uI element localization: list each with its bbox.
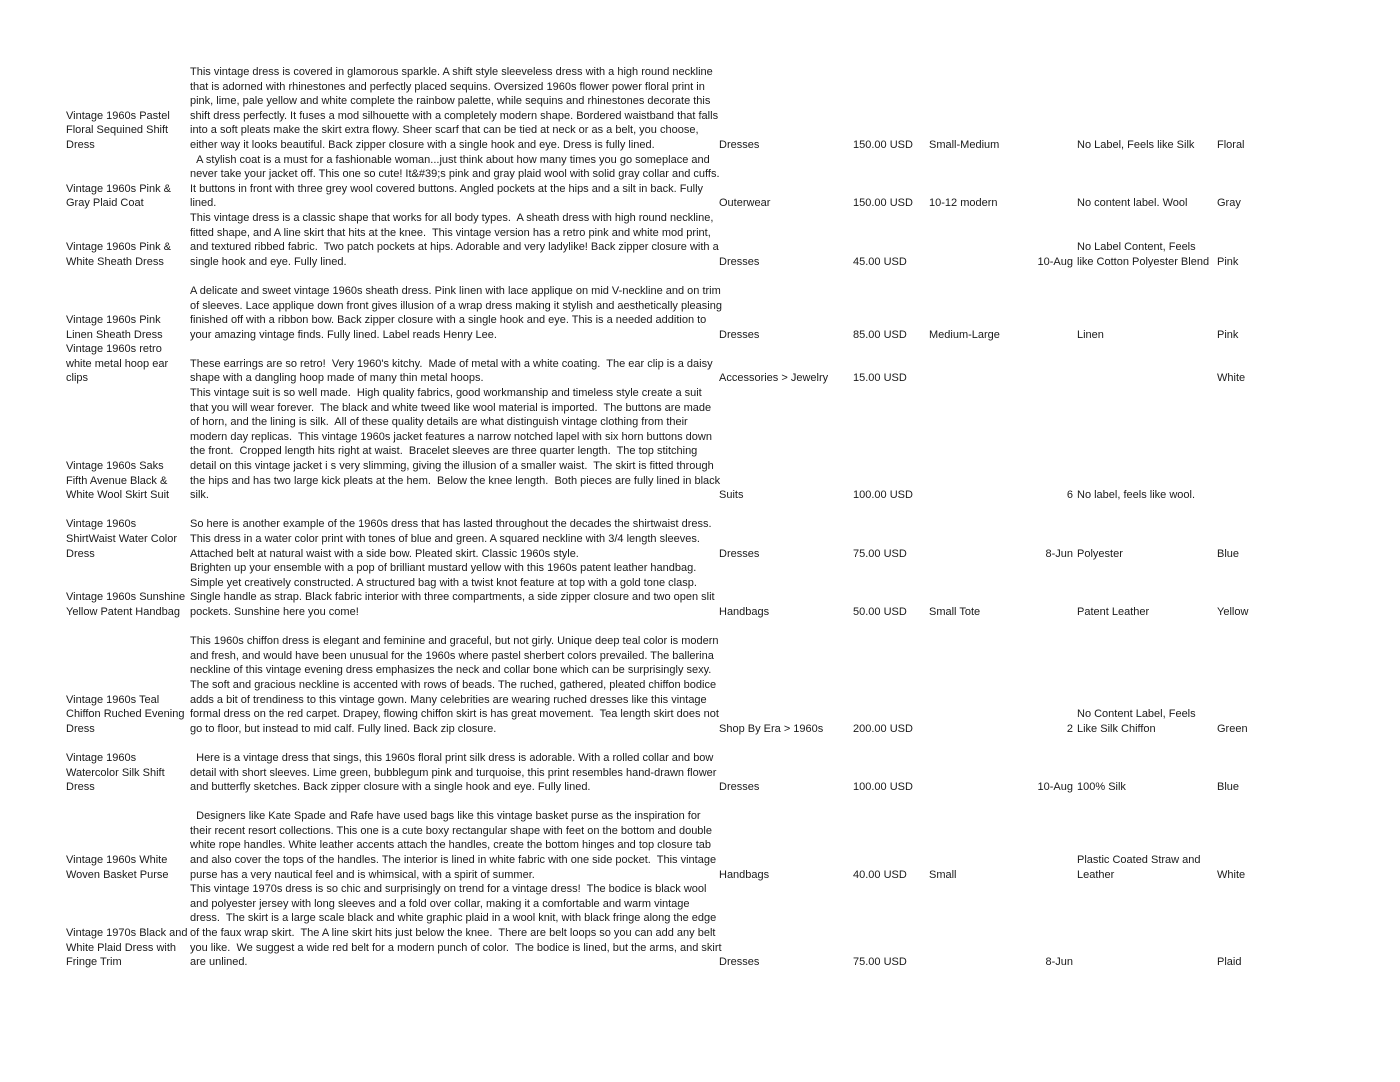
measure-cell: 8-Jun — [1045, 956, 1073, 969]
measure-cell: 8-Jun — [1045, 547, 1073, 560]
color-cell: Gray — [1217, 197, 1241, 210]
price-cell: 200.00 USD — [853, 722, 913, 735]
category-cell: Accessories > Jewelry — [719, 372, 829, 385]
color-cell: Blue — [1217, 781, 1240, 794]
title-cell: Vintage 1970s Black and White Plaid Dress with Fringe Trim — [66, 927, 191, 969]
description-cell: This 1960s chiffon dress is elegant and feminine and graceful, but not girly. Unique deep teal color is modern and fresh, and would have been unusual for the 1960s where pastel sherbert colors prevailed. The ballerina neckline of this vintage evening dress emphasizes the neck and collar bone which can be surprisingly sexy. The soft and gracious neckline is accented with rows of beads. The ruched, gathered, pleated chiffon bodice adds a bit of trendiness to this vintage gown. Many celebrities are wearing ruched dresses like this vintage formal dress on the red carpet. Drapey, flowing chiffon skirt is has great movement. Tea length skirt does not go to floor, but instead to mid calf. Fully lined. Back zip closure. — [190, 635, 719, 735]
category-cell: Outerwear — [719, 197, 771, 210]
measure-cell: 10-Aug — [1037, 255, 1073, 268]
description-cell: A stylish coat is a must for a fashionable woman...just think about how many times you go someplace and never take your jacket off. This one so cute! It&#39;s pink and gray plaid wool with solid gray collar and cuffs. It buttons in front with three grey wool covered buttons. Angled pockets at the hips and a silt in back. Fully lined. — [190, 153, 723, 210]
price-cell: 40.00 USD — [853, 868, 907, 881]
category-cell: Handbags — [719, 605, 770, 618]
table-row — [0, 386, 1400, 503]
price-cell: 45.00 USD — [853, 255, 907, 268]
color-cell: Green — [1217, 722, 1248, 735]
material-cell: Polyester — [1077, 547, 1123, 560]
description-cell: This vintage dress is a classic shape that works for all body types. A sheath dress with high round neckline, fitted shape, and A line skirt that hits at the knee. This vintage version has a retro pink and white mod print, and textured ribbed fabric. Two patch pockets at hips. Adorable and very ladylike! Back zipper closure with a single hook and eye. Fully lined. — [190, 211, 722, 268]
price-cell: 150.00 USD — [853, 138, 913, 151]
table-row — [0, 342, 1400, 386]
table-row — [0, 503, 1400, 561]
price-cell: 50.00 USD — [853, 605, 907, 618]
category-cell: Dresses — [719, 138, 760, 151]
title-cell: Vintage 1960s Saks Fifth Avenue Black & White Wool Skirt Suit — [66, 460, 171, 502]
title-cell: Vintage 1960s Watercolor Silk Shift Dress — [66, 751, 168, 794]
description-cell: Brighten up your ensemble with a pop of brilliant mustard yellow with this 1960s patent leather handbag. Simple yet creatively constructed. A structured bag with a twist knot feature at top with a gold tone clasp. Single handle as strap. Black fabric interior with three compartments, a side zipper closure and two open slit pockets. Sunshine here you come! — [190, 562, 718, 618]
category-cell: Dresses — [719, 328, 760, 341]
title-cell: Vintage 1960s White Woven Basket Purse — [66, 854, 171, 881]
table-row — [0, 153, 1400, 211]
material-cell: No content label. Wool — [1077, 197, 1188, 210]
measure-cell: 2 — [1066, 722, 1073, 735]
description-cell: This vintage 1970s dress is so chic and surprisingly on trend for a vintage dress! The bodice is black wool and polyester jersey with long sleeves and a fold over collar, making it a comfortable and warm vintage dress. The skirt is a large scale black and white graphic plaid in a wool knit, with black fringe along the edge of the faux wrap skirt. The A line skirt hits just below the knee. There are belt loops so you can add any belt you like. We suggest a wide red belt for a modern punch of color. The bodice is lined, but the arms, and skirt are unlined. — [190, 883, 725, 969]
material-cell: Plastic Coated Straw and Leather — [1077, 854, 1204, 881]
title-cell: Vintage 1960s Sunshine Yellow Patent Handbag — [66, 591, 188, 618]
material-cell: No label, feels like wool. — [1077, 489, 1196, 502]
price-cell: 15.00 USD — [853, 372, 907, 385]
measure-cell: 6 — [1066, 489, 1073, 502]
description-cell: Here is a vintage dress that sings, this 1960s floral print silk dress is adorable. With a rolled collar and bow detail with short sleeves. Lime green, bubblegum pink and turquoise, this print resembles hand-drawn flower and butterfly sketches. Back zipper closure with a single hook and eye. Fully lined. — [190, 751, 717, 794]
color-cell: White — [1217, 372, 1246, 385]
size-cell: 10-12 modern — [929, 197, 998, 210]
price-cell: 75.00 USD — [853, 956, 907, 969]
title-cell: Vintage 1960s retro white metal hoop ear clips — [66, 343, 172, 385]
size-cell: Medium-Large — [929, 328, 1000, 341]
table-row — [0, 882, 1400, 970]
price-cell: 100.00 USD — [853, 781, 913, 794]
description-cell: These earrings are so retro! Very 1960's kitchy. Made of metal with a white coating. The ear clip is a daisy shape with a dangling hoop made of many thin metal hoops. — [190, 357, 713, 385]
description-cell: This vintage dress is covered in glamorous sparkle. A shift style sleeveless dress with a high round neckline that is adorned with rhinestones and perfectly placed sequins. Oversized 1960s flower power floral print in pink, lime, pale yellow and white complete the rainbow palette, while sequins and rhinestones decorate this shift dress perfectly. It fuses a mod silhouette with a completely modern shape. Bordered waistband that falls into a soft pleats make the skirt extra flowy. Sheer scarf that can be tied at neck or as a belt, you choose, either way it looks beautiful. Back zipper closure with a single hook and eye. Dress is fully lined. — [190, 66, 722, 151]
price-cell: 100.00 USD — [853, 489, 913, 502]
table-row — [0, 736, 1400, 794]
table-row — [0, 795, 1400, 883]
price-cell: 85.00 USD — [853, 328, 907, 341]
description-cell: This vintage suit is so well made. High quality fabrics, good workmanship and timeless style create a suit that you will wear forever. The black and white tweed like wool material is imported. The buttons are made of horn, and the lining is silk. All of these quality details are what distinguish vintage clothing from their modern day replicas. This vintage 1960s jacket features a narrow notched lapel with six horn buttons down the front. Cropped length hits right at waist. Bracelet sleeves are three quarter length. The top stitching detail on this vintage jacket i s very slimming, giving the illusion of a smaller waist. The skirt is fitted through the hips and has two large kick pleats at the hem. Below the knee length. Both pieces are fully lined in black silk. — [190, 387, 724, 502]
title-cell: Vintage 1960s Pink & Gray Plaid Coat — [66, 182, 175, 210]
category-cell: Suits — [719, 489, 744, 502]
size-cell: Small-Medium — [929, 138, 1000, 151]
color-cell: Blue — [1217, 547, 1240, 560]
title-cell: Vintage 1960s Pink & White Sheath Dress — [66, 241, 175, 268]
table-row — [0, 561, 1400, 619]
color-cell: Pink — [1217, 255, 1239, 268]
table-row — [0, 269, 1400, 342]
size-cell: Small — [929, 868, 957, 881]
category-cell: Dresses — [719, 547, 760, 560]
title-cell: Vintage 1960s Pastel Floral Sequined Shift Dress — [66, 109, 173, 151]
category-cell: Dresses — [719, 956, 760, 969]
table-row — [0, 211, 1400, 269]
material-cell: 100% Silk — [1077, 781, 1126, 794]
category-cell: Shop By Era > 1960s — [719, 722, 824, 735]
color-cell: Yellow — [1217, 605, 1249, 618]
category-cell: Dresses — [719, 255, 760, 268]
material-cell: Patent Leather — [1077, 605, 1150, 618]
price-cell: 150.00 USD — [853, 197, 913, 210]
color-cell: Plaid — [1217, 956, 1242, 969]
material-cell: No Content Label, Feels Like Silk Chiffon — [1077, 708, 1199, 735]
category-cell: Dresses — [719, 781, 760, 794]
title-cell: Vintage 1960s Teal Chiffon Ruched Evening Dress — [66, 693, 188, 735]
price-cell: 75.00 USD — [853, 547, 907, 560]
measure-cell: 10-Aug — [1037, 781, 1073, 794]
size-cell: Small Tote — [929, 605, 981, 618]
description-cell: So here is another example of the 1960s dress that has lasted throughout the decades the shirtwaist dress. This dress in a water color print with tones of blue and green. A squared neckline with 3/4 length sleeves. Attached belt at natural waist with a side bow. Pleated skirt. Classic 1960s style. — [190, 518, 712, 560]
material-cell: Linen — [1077, 328, 1104, 341]
description-cell: A delicate and sweet vintage 1960s sheath dress. Pink linen with lace applique on mid V-neckline and on trim of sleeves. Lace applique down front gives illusion of a wrap dress making it stylish and aesthetically pleasing finished off with a ribbon bow. Back zipper closure with a single hook and eye. This is a needed addition to your amazing vintage finds. Fully lined. Label reads Henry Lee. — [190, 284, 722, 341]
category-cell: Handbags — [719, 868, 770, 881]
table-row — [0, 620, 1400, 737]
table-row — [0, 65, 1400, 153]
title-cell: Vintage 1960s Pink Linen Sheath Dress — [66, 314, 164, 341]
description-cell: Designers like Kate Spade and Rafe have used bags like this vintage basket purse as the inspiration for their recent resort collections. This one is a cute boxy rectangular shape with feet on the bottom and double white rope handles. White leather accents attach the handles, create the bottom hinges and top closure tab and also cover the tops of the handles. The interior is lined in white fabric with one side pocket. This vintage purse has a very nautical feel and is whimsical, with a spirit of summer. — [190, 810, 717, 881]
material-cell: No Label Content, Feels like Cotton Polyester Blend — [1077, 241, 1210, 268]
title-cell: Vintage 1960s ShirtWaist Water Color Dress — [66, 518, 181, 560]
color-cell: Floral — [1217, 138, 1245, 151]
color-cell: White — [1217, 868, 1246, 881]
spreadsheet-body — [0, 65, 1400, 970]
color-cell: Pink — [1217, 328, 1239, 341]
material-cell: No Label, Feels like Silk — [1077, 138, 1195, 151]
